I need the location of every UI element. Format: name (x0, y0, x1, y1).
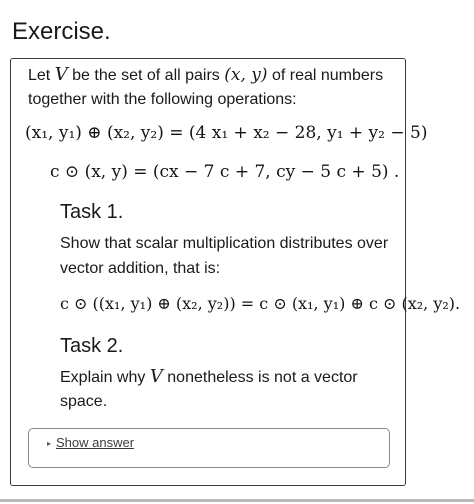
show-answer-label[interactable]: Show answer (56, 435, 135, 450)
intro-line-2: together with the following operations: (28, 91, 297, 108)
pair-expression: (x, y) (224, 65, 268, 85)
task-2-text: Explain why (60, 369, 146, 386)
intro-line-1 (28, 63, 383, 88)
task-2-text: nonetheless is not a vector (167, 369, 358, 386)
task-2-heading: Task 2. (60, 335, 124, 357)
page-title: Exercise. (12, 18, 111, 45)
distributivity-equation: c ⊙ ((x₁, y₁) ⊕ (x₂, y₂)) = c ⊙ (x₁, y₁) ⊕ c ⊙ (x₂, y₂). (60, 294, 461, 313)
intro-text: Let (28, 67, 51, 84)
set-variable: V (149, 366, 163, 387)
task-1-line-2: vector addition, that is: (60, 260, 221, 277)
task-2-line-2: space. (60, 393, 108, 410)
bottom-divider (0, 499, 474, 502)
intro-text: of real numbers (271, 67, 384, 84)
disclosure-triangle-icon: ▸ (47, 439, 52, 448)
scalar-multiplication-definition: c ⊙ (x, y) = (cx − 7 c + 7, cy − 5 c + 5) . (50, 162, 400, 182)
task-1-line-1: Show that scalar multiplication distributes over (60, 235, 389, 252)
set-variable: V (54, 64, 68, 85)
task-1-heading: Task 1. (60, 201, 124, 223)
intro-text: be the set of all pairs (72, 67, 220, 84)
task-2-line-1 (60, 365, 358, 390)
show-answer-button[interactable] (28, 428, 390, 468)
addition-definition: (x₁, y₁) ⊕ (x₂, y₂) = (4 x₁ + x₂ − 28, y₁ + y₂ − 5) (25, 123, 428, 143)
